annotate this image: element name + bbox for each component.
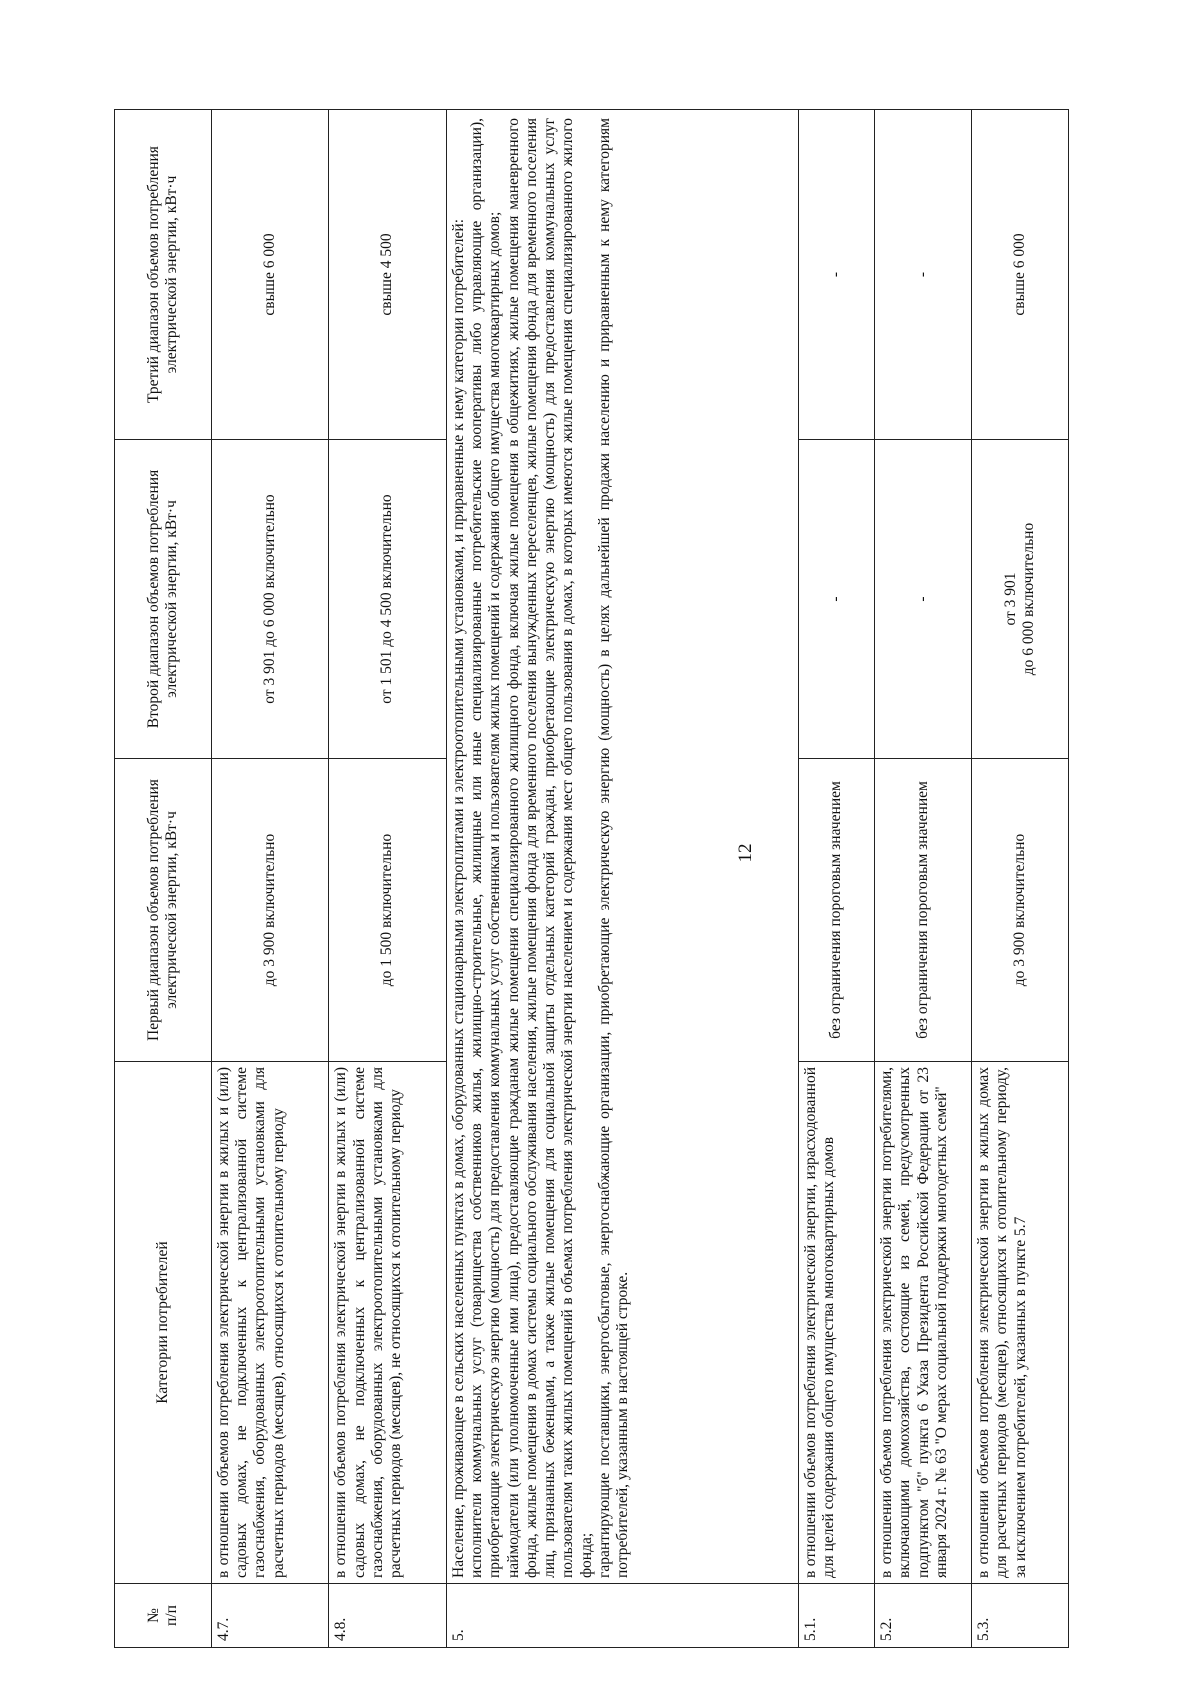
section-line: Население, проживающее в сельских населенных пунктах в домах, оборудованных стационарными электроплитами и электроотопительными установками, и приравненные к нему категории потребителей:	[449, 218, 467, 1578]
row-first-range: до 1 500 включительно	[329, 759, 446, 1062]
second-range-line: от 3 901	[1001, 572, 1019, 626]
row-category: в отношении объемов потребления электрической энергии в жилых и (или) садовых домах, не подключенных к централизованной системе газоснабжения, оборудованных электроотопительными установками для расчетных периодов (месяцев), не относящихся к отопительному периоду	[329, 1062, 446, 1584]
row-number: 5.3.	[972, 1584, 1069, 1648]
row-category: в отношении объемов потребления электрической энергии в жилых домах для расчетных периодов (месяцев), относящихся к отопительному периоду, за исключением потребителей, указанных в пункте 5.7	[972, 1062, 1069, 1584]
section-line: исполнители коммунальных услуг (товарищества собственников жилья, жилищно-строительные, жилищные или иные специализированные потребительские кооперативы либо управляющие организации), приобретающие электрическую энергию (мощность) для предоставления коммунальных услуг собственникам и пользователям жилых помещений и содержания общего имущества многоквартирных домов;	[467, 118, 504, 1578]
row-number: 4.7.	[211, 1584, 328, 1648]
row-third-range: -	[875, 110, 972, 440]
table-row	[798, 110, 874, 1648]
row-first-range: до 3 900 включительно	[211, 759, 328, 1062]
row-number: 4.8.	[329, 1584, 446, 1648]
row-second-range: от 3 901 до 6 000 включительно	[211, 440, 328, 759]
row-section-description	[446, 110, 798, 1584]
section-line: гарантирующие поставщики, энергосбытовые, энергоснабжающие организации, приобретающие электрическую энергию (мощность) в целях дальнейшей продажи населению и приравненным к нему категориям потребителей, указанным в настоящей строке.	[595, 118, 632, 1578]
table-row	[875, 110, 972, 1648]
consumption-ranges-table	[114, 109, 1069, 1648]
row-third-range: -	[798, 110, 874, 440]
header-third-range: Третий диапазон объемов потребления электрической энергии, кВт·ч	[115, 110, 212, 440]
row-category: в отношении объемов потребления электрической энергии, израсходованной для целей содержания общего имущества многоквартирных домов	[798, 1062, 874, 1584]
second-range-line: до 6 000 включительно	[1020, 522, 1038, 676]
table-row	[446, 110, 798, 1648]
row-third-range: свыше 6 000	[211, 110, 328, 440]
row-second-range: -	[875, 440, 972, 759]
header-category: Категории потребителей	[115, 1062, 212, 1584]
row-number: 5.1.	[798, 1584, 874, 1648]
table-row	[211, 110, 328, 1648]
row-first-range: без ограничения пороговым значением	[798, 759, 874, 1062]
row-first-range: без ограничения пороговым значением	[875, 759, 972, 1062]
row-category: в отношении объемов потребления электрической энергии в жилых и (или) садовых домах, не подключенных к централизованной системе газоснабжения, оборудованных электроотопительными установками для расчетных периодов (месяцев), относящихся к отопительному периоду	[211, 1062, 328, 1584]
tariff-table-sheet	[114, 110, 1069, 1648]
table-row	[972, 110, 1069, 1648]
table-header-row	[115, 110, 212, 1648]
row-second-range: -	[798, 440, 874, 759]
row-third-range: свыше 6 000	[972, 110, 1069, 440]
row-second-range	[972, 440, 1069, 759]
header-first-range: Первый диапазон объемов потребления электрической энергии, кВт·ч	[115, 759, 212, 1062]
page-number: 12	[735, 843, 756, 863]
header-second-range: Второй диапазон объемов потребления электрической энергии, кВт·ч	[115, 440, 212, 759]
row-third-range: свыше 4 500	[329, 110, 446, 440]
row-category: в отношении объемов потребления электрической энергии потребителями, включающими домохозяйства, состоящие из семей, предусмотренных подпунктом "б" пункта 6 Указа Президента Российской Федерации от 23 января 2024 г. № 63 "О мерах социальной поддержки многодетных семей"	[875, 1062, 972, 1584]
header-number: № п/п	[115, 1584, 212, 1648]
row-first-range: до 3 900 включительно	[972, 759, 1069, 1062]
row-second-range: от 1 501 до 4 500 включительно	[329, 440, 446, 759]
row-number: 5.2.	[875, 1584, 972, 1648]
row-number: 5.	[446, 1584, 798, 1648]
section-line: наймодатели (или уполномоченные ими лица), предоставляющие гражданам жилые помещения специализированного жилищного фонда, включая жилые помещения в общежитиях, жилые помещения маневренного фонда, жилые помещения в домах системы социального обслуживания населения, жилые помещения фонда для временного поселения вынужденных переселенцев, жилые помещения фонда для временного поселения лиц, признанных беженцами, а также жилые помещения для социальной защиты отдельных категорий граждан, приобретающие электрическую энергию (мощность) для предоставления коммунальных услуг пользователям таких жилых помещений в объемах потребления электрической энергии населением и содержания мест общего пользования в домах, в которых имеются жилые помещения специализированного жилого фонда;	[504, 118, 595, 1578]
table-row	[329, 110, 446, 1648]
